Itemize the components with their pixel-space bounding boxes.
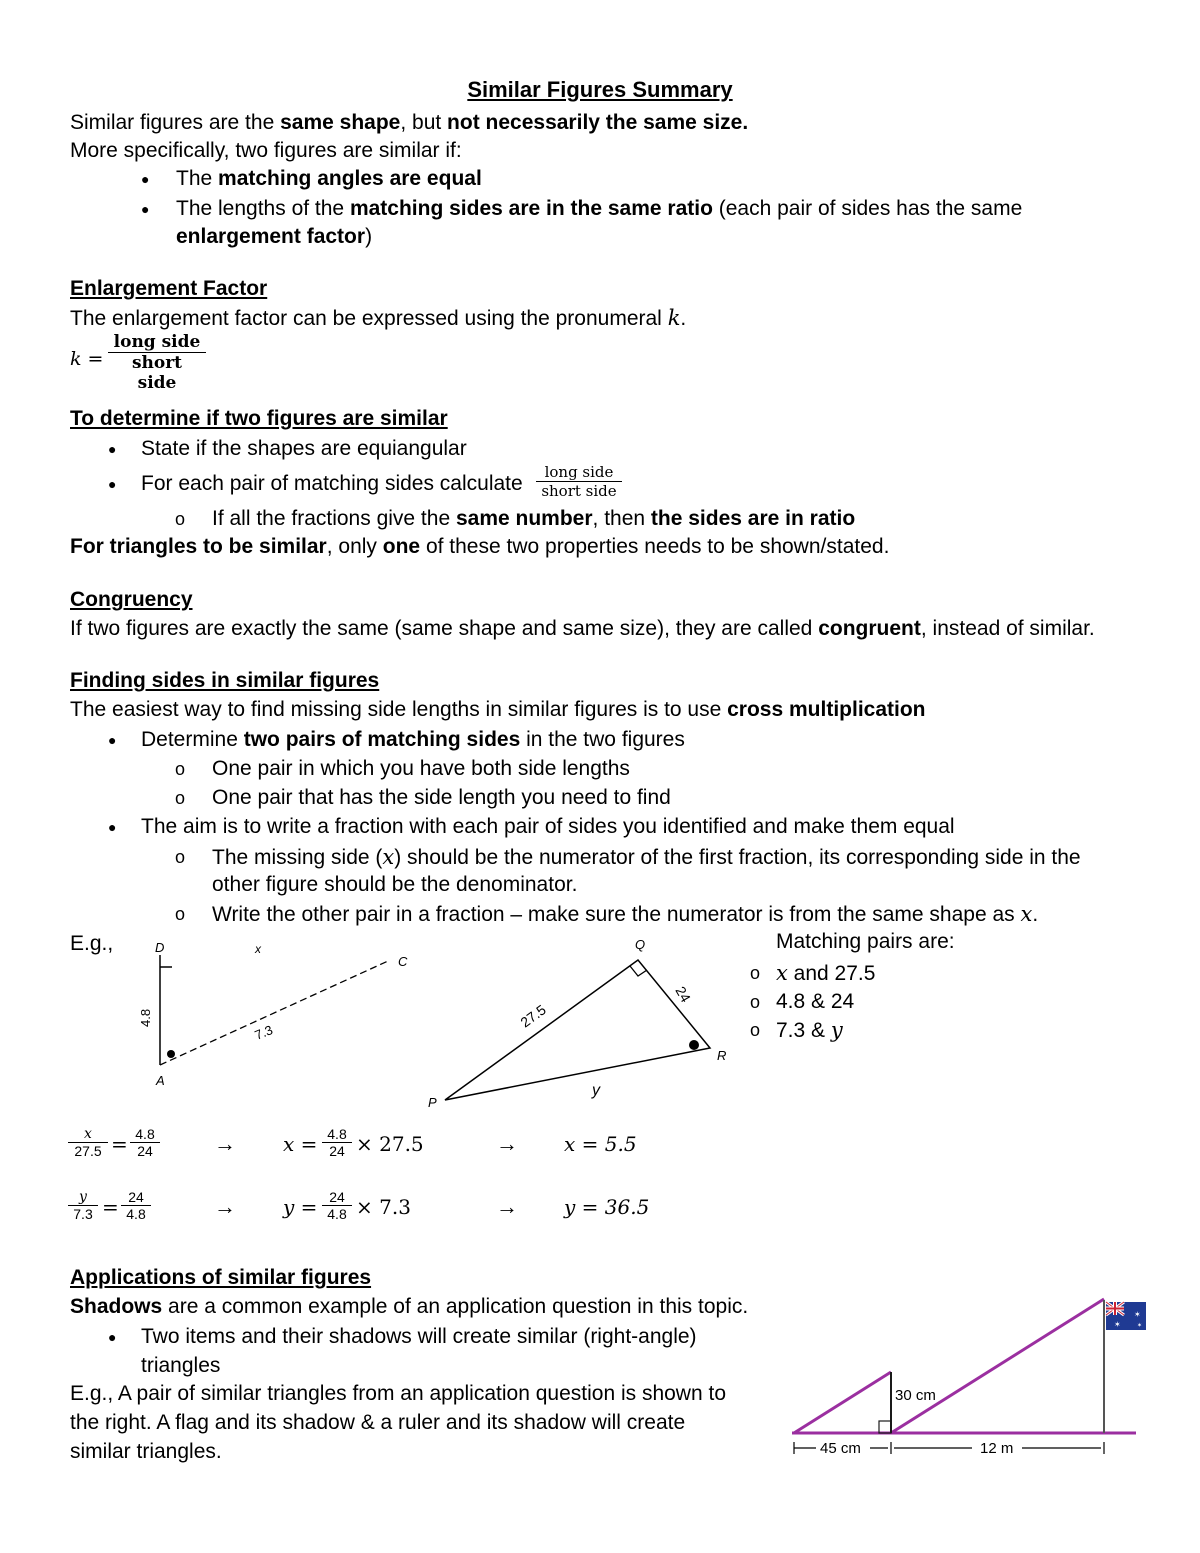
label-side-27-5: 27.5 xyxy=(517,1001,549,1031)
text: The xyxy=(176,167,219,190)
eq2-step-lhs: y = xyxy=(283,1195,318,1219)
angle-marker xyxy=(689,1040,699,1050)
finding-intro xyxy=(70,696,926,724)
bold-text: congruent xyxy=(818,617,921,640)
text: , then xyxy=(592,507,651,530)
label-r: R xyxy=(717,1048,727,1063)
text: . xyxy=(680,307,687,330)
shadow-diagram xyxy=(790,1292,1160,1467)
finding-sub-3-cont: other figure should be the denominator. xyxy=(212,873,578,896)
bold-text: cross multiplication xyxy=(727,698,926,721)
bold-text: Shadows xyxy=(70,1295,163,1318)
text: Write the other pair in a fraction – make sure the numerator is from the same shape as xyxy=(212,903,1021,926)
triangle-dca-diagram xyxy=(130,935,430,1095)
fraction-numerator: 24 xyxy=(322,1189,352,1206)
eq2-step-rest: × 7.3 xyxy=(356,1195,411,1219)
eq1-result: x = 5.5 xyxy=(564,1132,637,1156)
bold-text: not necessarily the same size. xyxy=(447,111,749,134)
circle-bullet-icon: o xyxy=(750,963,761,983)
bold-text: same shape xyxy=(280,111,401,134)
equals-sign: = xyxy=(111,1132,128,1156)
svg-text:✶: ✶ xyxy=(1114,1320,1121,1329)
text: (each pair of sides has the same xyxy=(712,197,1023,220)
bold-text: two pairs of matching sides xyxy=(243,728,521,751)
label-long-shadow: 12 m xyxy=(980,1440,1014,1457)
svg-text:✶: ✶ xyxy=(1137,1323,1143,1329)
fraction-denominator: 7.3 xyxy=(73,1206,93,1222)
eq1-step-rest: × 27.5 xyxy=(356,1132,424,1156)
label-x: x xyxy=(255,942,261,956)
eq2-result: y = 36.5 xyxy=(564,1195,650,1219)
ruler-shadow-ray xyxy=(794,1372,891,1433)
eq2-rhs-fraction xyxy=(121,1189,151,1222)
bullet-icon: ● xyxy=(108,1329,117,1345)
side-ac xyxy=(160,961,388,1065)
math-x: x xyxy=(1020,902,1033,926)
bold-text: matching sides are in the same ratio xyxy=(349,197,713,220)
text: 4.8 & 24 xyxy=(776,990,855,1013)
eq1-step-lhs: x = xyxy=(283,1132,318,1156)
fraction-numerator: 24 xyxy=(121,1189,151,1206)
pair-item-1 xyxy=(776,959,875,988)
applications-para-1: E.g., A pair of similar triangles from an application question is shown to xyxy=(70,1382,727,1405)
ratio-fraction xyxy=(536,463,622,500)
text: The enlargement factor can be expressed using the pronumeral xyxy=(70,307,668,330)
arrow-icon: → xyxy=(214,1194,236,1219)
text: Determine xyxy=(141,728,244,751)
determine-sub-bullet xyxy=(212,505,855,533)
page-title: Similar Figures Summary xyxy=(467,77,733,102)
flag-shadow-ray xyxy=(891,1299,1104,1433)
circle-bullet-icon: o xyxy=(175,847,186,867)
label-d: D xyxy=(155,940,165,955)
triangle-pqr-diagram xyxy=(420,930,740,1110)
applications-para-3: similar triangles. xyxy=(70,1440,222,1463)
heading-applications: Applications of similar figures xyxy=(70,1266,372,1289)
finding-sub-1: One pair in which you have both side lengths xyxy=(212,757,630,780)
congruency-text xyxy=(70,615,1095,643)
text: , instead of similar. xyxy=(920,617,1095,640)
bullet-icon: ● xyxy=(141,171,150,187)
bold-text: For triangles to be similar xyxy=(70,535,327,558)
label-side-7-3: 7.3 xyxy=(252,1022,275,1043)
triangles-note xyxy=(70,533,889,561)
applications-para-2: the right. A flag and its shadow & a ruler and its shadow will create xyxy=(70,1411,686,1434)
circle-bullet-icon: o xyxy=(175,788,186,808)
bullet-icon: ● xyxy=(108,819,117,835)
eq1-rhs-fraction xyxy=(130,1126,160,1159)
eq1-lhs-fraction xyxy=(68,1126,108,1159)
triangle-pqr xyxy=(445,960,710,1100)
heading-congruency: Congruency xyxy=(70,588,193,611)
fraction-numerator: 4.8 xyxy=(130,1126,160,1143)
circle-bullet-icon: o xyxy=(175,509,186,529)
label-y: y xyxy=(592,1082,600,1099)
finding-bullet-2: The aim is to write a fraction with each pair of sides you identified and make them equal xyxy=(141,815,955,838)
label-side-24: 24 xyxy=(672,983,695,1005)
determine-bullet-2: For each pair of matching sides calculate xyxy=(141,472,523,495)
fraction-numerator: y xyxy=(68,1189,98,1206)
finding-sub-3 xyxy=(212,843,1081,872)
equals-sign: = xyxy=(102,1195,119,1219)
text: ) xyxy=(365,225,373,248)
heading-determine: To determine if two figures are similar xyxy=(70,407,448,430)
text: Similar figures are the xyxy=(70,111,281,134)
label-p: P xyxy=(428,1095,437,1110)
intro-bullet-2-cont xyxy=(176,223,372,251)
math-y: y xyxy=(830,1018,843,1042)
finding-sub-2: One pair that has the side length you need to find xyxy=(212,786,671,809)
bold-text: enlargement factor xyxy=(176,225,366,248)
math-k: k xyxy=(667,306,681,330)
text: If two figures are exactly the same (same shape and same size), they are called xyxy=(70,617,819,640)
fraction-denominator: 4.8 xyxy=(126,1206,146,1222)
bold-text: matching angles are equal xyxy=(218,167,482,190)
text: 7.3 & xyxy=(776,1019,831,1042)
text: and 27.5 xyxy=(787,962,876,985)
bullet-icon: ● xyxy=(108,441,117,457)
text: The missing side ( xyxy=(212,846,383,869)
heading-finding: Finding sides in similar figures xyxy=(70,669,380,692)
applications-bullet-cont: triangles xyxy=(141,1354,221,1377)
eq2-step-fraction xyxy=(322,1189,352,1222)
arrow-icon: → xyxy=(496,1131,518,1156)
bold-text: same number xyxy=(455,507,593,530)
circle-bullet-icon: o xyxy=(175,759,186,779)
label-c: C xyxy=(398,954,408,969)
fraction-denominator: 24 xyxy=(137,1143,153,1159)
intro-line-1 xyxy=(70,109,748,137)
text: If all the fractions give the xyxy=(212,507,456,530)
enlargement-text xyxy=(70,304,686,333)
angle-marker xyxy=(167,1050,175,1058)
fraction-numerator: x xyxy=(68,1126,108,1143)
arrow-icon: → xyxy=(214,1131,236,1156)
bold-text: one xyxy=(382,535,421,558)
fraction-denominator: 24 xyxy=(329,1143,345,1159)
circle-bullet-icon: o xyxy=(175,904,186,924)
example-label: E.g., xyxy=(70,932,114,955)
text: ) should be the numerator of the first fraction, its corresponding side in the xyxy=(394,846,1081,869)
bold-text: the sides are in ratio xyxy=(650,507,856,530)
text: of these two properties needs to be shown/stated. xyxy=(420,535,890,558)
text: are a common example of an application question in this topic. xyxy=(162,1295,749,1318)
label-ruler-height: 30 cm xyxy=(895,1387,936,1404)
pair-item-2 xyxy=(776,988,854,1016)
text: , but xyxy=(400,111,448,134)
text: , only xyxy=(326,535,383,558)
applications-bullet: Two items and their shadows will create similar (right-angle) xyxy=(141,1325,697,1348)
label-side-4-8: 4.8 xyxy=(138,1008,153,1027)
text: The lengths of the xyxy=(176,197,350,220)
arrow-icon: → xyxy=(496,1194,518,1219)
math-x: x xyxy=(776,961,788,985)
formula-fraction xyxy=(108,332,206,393)
circle-bullet-icon: o xyxy=(750,992,761,1012)
svg-text:✶: ✶ xyxy=(1134,1310,1141,1319)
finding-bullet-1 xyxy=(141,726,685,754)
pair-item-3 xyxy=(776,1016,843,1045)
circle-bullet-icon: o xyxy=(750,1020,761,1040)
matching-pairs-heading: Matching pairs are: xyxy=(776,930,955,953)
finding-sub-4 xyxy=(212,900,1038,929)
fraction-denominator: short side xyxy=(541,482,617,500)
determine-bullet-1: State if the shapes are equiangular xyxy=(141,437,467,460)
intro-bullet-2 xyxy=(176,195,1022,223)
bullet-icon: ● xyxy=(108,732,117,748)
fraction-denominator: 4.8 xyxy=(327,1206,347,1222)
intro-line-2: More specifically, two figures are similar if: xyxy=(70,139,462,162)
fraction-numerator: long side xyxy=(108,332,206,353)
eq1-step-fraction xyxy=(322,1126,352,1159)
label-short-shadow: 45 cm xyxy=(820,1440,861,1457)
text: The easiest way to find missing side lengths in similar figures is to use xyxy=(70,698,728,721)
text: . xyxy=(1032,903,1039,926)
fraction-numerator: 4.8 xyxy=(322,1126,352,1143)
heading-enlargement: Enlargement Factor xyxy=(70,277,268,300)
fraction-denominator: short side xyxy=(131,353,183,393)
intro-bullet-1 xyxy=(176,165,482,193)
text: in the two figures xyxy=(520,728,685,751)
eq2-lhs-fraction xyxy=(68,1189,98,1222)
label-q: Q xyxy=(635,937,646,952)
formula-lhs xyxy=(70,348,103,370)
fraction-denominator: 27.5 xyxy=(74,1143,102,1159)
applications-line-1 xyxy=(70,1293,748,1321)
flag-icon xyxy=(1106,1302,1146,1330)
label-a: A xyxy=(156,1073,165,1088)
math-x: x xyxy=(382,845,395,869)
math: k = xyxy=(70,348,104,370)
bullet-icon: ● xyxy=(141,201,150,217)
fraction-numerator: long side xyxy=(536,463,622,482)
bullet-icon: ● xyxy=(108,476,117,492)
right-angle-marker xyxy=(879,1421,891,1433)
